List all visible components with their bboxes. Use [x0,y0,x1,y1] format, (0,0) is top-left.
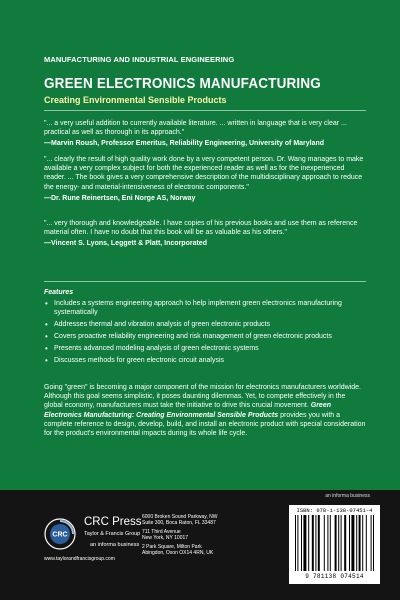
barcode-bar [303,515,306,571]
barcode-bar [356,515,357,571]
quote-author: —Marvin Roush, Professor Emeritus, Reliability Engineering, University of Maryland [44,140,325,148]
address-line: 6000 Broken Sound Parkway, NW [142,514,218,520]
crc-press-logo [44,518,76,550]
features-list [44,299,366,365]
informa-business-label: an informa business [325,493,370,499]
address-line: Abingdon, Oxon OX14 4RN, UK [142,550,214,556]
barcode-bar [330,515,331,571]
crc-logo-text: CRC [52,531,68,539]
publisher-name: CRC Press [84,516,142,528]
description-emphasis: Green Electronics Manufacturing: Creating Environmental Sensible Products [44,402,331,419]
quote-text: "... very thorough and knowledgeable. I have copies of his previous books and use them as reference material often. I have no doubt that this book will be as valuable as his others." [44,220,358,237]
barcode-bar [349,515,350,571]
barcode-bar [315,515,316,571]
feature-item: • Presents advanced modeling analysis of green electronic systems [44,344,366,353]
barcode-bar [359,515,361,571]
barcode-bar [373,515,374,571]
barcode-bars [295,515,374,572]
quote-author: —Dr. Rune Reinertsen, Eni Norge AS, Norway [44,194,196,202]
features-section [44,288,366,367]
feature-item: • Addresses thermal and vibration analysis of green electronic products [44,320,366,329]
barcode-bar [335,515,337,571]
book-subtitle: Creating Environmental Sensible Products [44,95,227,105]
barcode-number: 9 781138 074514 [305,573,364,580]
barcode-bar [318,515,320,571]
address-line: New York, NY 10017 [142,535,189,541]
divider-middle [44,281,366,282]
barcode-bar [327,515,328,571]
barcode-bar [344,515,346,571]
feature-item: • Discusses methods for green electronic circuit analysis [44,356,366,365]
barcode-bar [341,515,342,571]
quote-1 [44,119,366,149]
address-line: Suite 300, Boca Raton, FL 33487 [142,520,216,526]
barcode-bar [366,515,367,571]
description-part1: Going "green" is becoming a major component of the mission for electronics manufacturers worldwide. Although this goal seems simplistic, it poses daunting dilemmas. Yet, to compete effectively in the global economy, manufacturers must take the initiative to drive this crucial movement. [44,384,362,410]
quote-text: "... a very useful addition to currently available literature. ... written in language that is very clear ... practical as well as thorough in its approach." [44,120,347,137]
barcode-bar [312,515,314,571]
publisher-url[interactable]: www.taylorandfrancisgroup.com [44,556,115,562]
quote-2 [44,155,366,203]
isbn-text: ISBN: 978-1-138-07451-4 [296,507,373,514]
barcode-bar [351,515,354,571]
feature-item: • Includes a systems engineering approach to help implement green electronics manufacturing systematically [44,299,366,317]
barcode-bar [362,515,363,571]
description-part2: provides you with a complete reference to design, develop, build, and install an electronic product with special consideration for the product's environmental impacts during its whole life cycle. [44,411,366,438]
quote-text: "... clearly the result of high quality work done by a very competent person. Dr. Wang manages to make available a very complex subject for both the experienced reader as well as for the inexperienced reader. ... The book gives a very comprehensive description of the multidisciplinary approach to reduce the energy- and material-intensiveness of electronic components." [44,156,364,191]
barcode-bar [301,515,302,571]
book-description [44,383,366,438]
feature-item: • Covers proactive reliability engineering and risk management of green electronic products [44,332,366,341]
barcode-bar [338,515,339,571]
publisher-informa: an informa business [90,542,140,548]
features-heading: Features [44,289,74,296]
barcode-bar [295,515,296,571]
address-line: 711 Third Avenue [142,529,181,535]
publisher-group: Taylor & Francis Group [84,531,141,537]
barcode-bar [308,515,309,571]
barcode-bar [297,515,298,571]
barcode-bar [371,515,372,571]
address-line: 2 Park Square, Milton Park [142,544,202,550]
series-name: MANUFACTURING AND INDUSTRIAL ENGINEERING [44,55,235,64]
quote-author: —Vincent S. Lyons, Leggett & Platt, Incorporated [44,240,207,248]
book-title: GREEN ELECTRONICS MANUFACTURING [44,76,321,92]
isbn-barcode [289,505,380,584]
divider-top [44,110,366,111]
barcode-bar [324,515,325,571]
quote-3 [44,219,366,249]
